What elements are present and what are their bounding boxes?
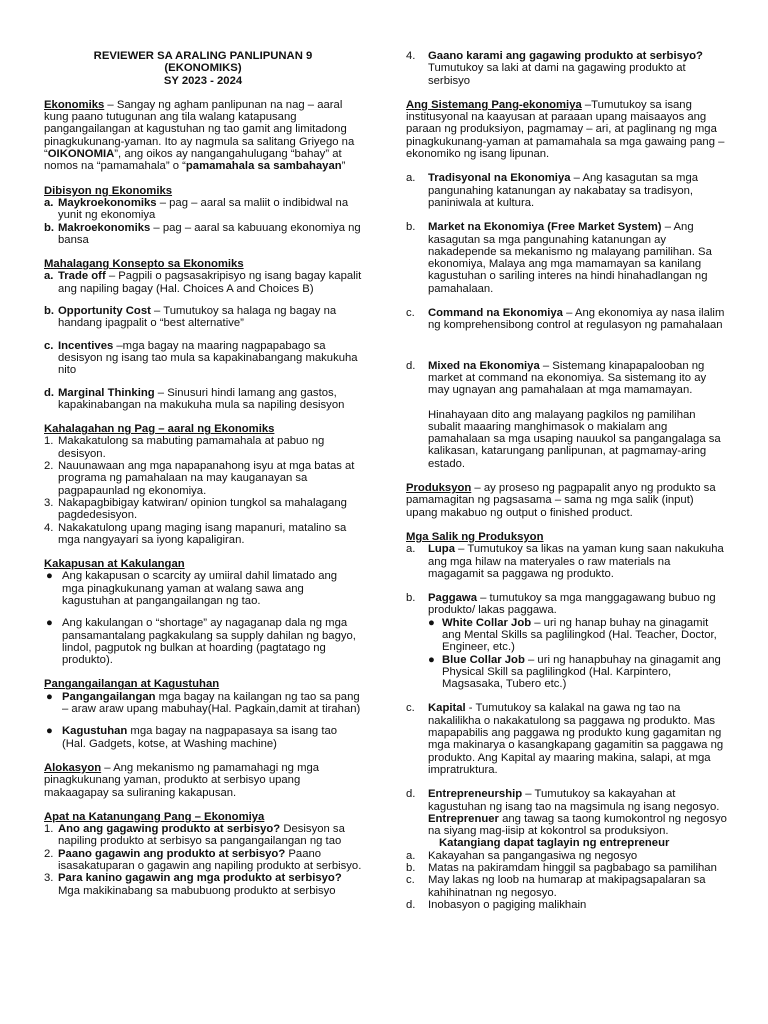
pangangailangan-term: Pangangailangan — [62, 690, 156, 703]
list-text: – uri ng hanap buhay na ginagamit ang Mental Skills sa paglilingkod (Hal. Teacher, Doctor, Engineer, etc.) — [442, 616, 717, 654]
sistema-text: –Tumutukoy sa isang institusyonal na kaayusan at paraaan upang maisaayos ang paraan ng produksiyon, pagmamay – ari, at paglinang ng mga pinagkukunang-yaman at pamamahala sa mga gawaing pang – ekonomiko ng isang lipunan. — [406, 98, 725, 161]
list-text: – uri ng hanapbuhay na ginagamit ang Physical Skill sa paglilingkod (Hal. Karpintero, Magsasaka, Tubero etc.) — [442, 653, 721, 691]
list-text: Nakakatulong upang maging isang mapanuri, matalino sa mga nangyayari sa iyong kapaligiran. — [58, 521, 347, 546]
salik-heading: Mga Salik ng Produksyon — [406, 530, 544, 543]
mixed-extra: Hinahayaan dito ang malayang pagkilos ng pamilihan subalit maaaring manghimasok o makialam ang pamahalaan sa mga usaping nauukol sa pangangalaga sa kalikasan, katarungang panlipunan, at pagmamay-aring estado. — [428, 408, 721, 470]
salik-section — [406, 531, 728, 911]
sistema-definition — [406, 99, 728, 160]
makroekonomiks-term: Makroekonomiks — [58, 221, 151, 234]
list-item — [406, 360, 728, 397]
list-marker: a. — [406, 543, 416, 556]
list-marker: d. — [44, 386, 55, 399]
oikonomia-term: OIKONOMIA — [47, 148, 115, 161]
list-item — [44, 305, 362, 330]
opportunity-cost-term: Opportunity Cost — [58, 305, 151, 318]
bullet-icon: ● — [428, 616, 435, 629]
list-text: – pag – aaral sa maliit o indibidwal na yunit ng ekonomiya — [58, 196, 349, 222]
list-text: – Sistemang kinapapalooban ng market at command na ekonomiya. Sa sistemang ito ay may ugnayan ang pamahalaan at mga mamamayan. — [428, 359, 707, 397]
list-item — [44, 872, 362, 897]
list-marker: 1. — [44, 823, 54, 836]
list-marker: a. — [406, 172, 416, 185]
konsepto-section — [44, 258, 362, 411]
question-text: Ano ang gagawing produkto at serbisyo? — [58, 823, 281, 836]
question-text: Gaano karami ang gagawing produkto at serbisyo? — [428, 50, 703, 62]
entrepreneurship-term: Entrepreneurship — [428, 788, 523, 801]
list-marker: 2. — [44, 847, 54, 860]
produksyon-text: – ay proseso ng pagpapalit anyo ng produkto sa pamamagitan ng pagsasama – sama ng mga salik (input) upang makabuo ng output o finished product. — [406, 482, 716, 519]
list-item — [406, 899, 728, 911]
list-marker: c. — [406, 702, 415, 715]
list-item — [44, 497, 362, 522]
alokasyon-term: Alokasyon — [44, 761, 102, 774]
list-text: Tumutukoy sa laki at dami na gagawing produkto at serbisyo — [428, 62, 686, 87]
command-term: Command na Ekonomiya — [428, 307, 563, 320]
list-marker: b. — [44, 221, 55, 234]
list-item — [406, 543, 728, 580]
list-marker: a. — [44, 196, 54, 209]
list-text: Desisyon sa napiling produkto at serbisyo sa pangangailangan ng tao — [58, 823, 345, 848]
ekonomiks-term: Ekonomiks — [44, 98, 105, 111]
question-text: Para kanino gagawin ang mga produkto at serbisyo? — [58, 872, 342, 885]
list-text: – Ang kasagutan sa mga pangunahing katanungan ay nakabatay sa tradisyon, paniniwala at kultura. — [428, 172, 699, 209]
document-title — [44, 50, 362, 87]
list-item — [44, 617, 362, 666]
dibisyon-section — [44, 185, 362, 246]
list-marker: b. — [406, 221, 416, 234]
konsepto-heading: Mahalagang Konsepto sa Ekonomiks — [44, 258, 244, 271]
list-item — [406, 788, 728, 837]
list-item — [44, 387, 362, 412]
ekonomiks-definition — [44, 99, 362, 173]
list-marker: d. — [406, 898, 416, 911]
list-item — [44, 823, 362, 848]
mixed-term: Mixed na Ekonomiya — [428, 359, 540, 372]
list-text: – Ang kasagutan sa mga pangunahing katanungan ay nakadepende sa mekanismo ng malayang pamilihan. Sa ekonomiya, Malaya ang mga mamamayan sa kanilang kagustuhan o sariling interes na hindi hinahadlangan ng pamahalaan. — [428, 221, 712, 295]
tradisyonal-term: Tradisyonal na Ekonomiya — [428, 172, 571, 185]
list-text: mga bagay na nagpapasaya sa isang tao (Hal. Gadgets, kotse, at Washing machine) — [62, 725, 338, 750]
ekonomiks-text-2: ”, ang oikos ay nangangahulugang “bahay” at nomos na “pamamahala” o “ — [44, 148, 342, 173]
list-item — [44, 270, 362, 295]
pangangailangan-heading: Pangangailangan at Kagustuhan — [44, 678, 220, 691]
list-text: – Pagpili o pagsasakripisyo ng isang bagay kapalit ang napiling bagay (Hal. Choices A and Choices B) — [58, 270, 362, 295]
right-column — [406, 50, 728, 911]
list-marker: a. — [406, 849, 416, 862]
list-text: mga bagay na kailangan ng tao sa pang – araw araw upang mabuhay(Hal. Pagkain,damit at tirahan) — [62, 690, 361, 716]
marginal-thinking-term: Marginal Thinking — [58, 386, 155, 399]
list-item — [406, 307, 728, 332]
alokasyon-definition — [44, 762, 362, 799]
katanungan-heading: Apat na Katanungang Pang – Ekonomiya — [44, 810, 265, 823]
list-item — [406, 862, 728, 874]
list-text: Matas na pakiramdam hinggil sa pagbabago sa pamilihan — [428, 862, 717, 875]
produksyon-term: Produksyon — [406, 482, 472, 495]
pangangailangan-section — [44, 678, 362, 749]
list-item — [406, 617, 728, 654]
list-text: Paano isasakatuparan o gagawin ang napiling produkto at serbisyo. — [58, 847, 362, 873]
list-text: – tumutukoy sa mga manggagawang bubuo ng produkto/ lakas paggawa. — [428, 592, 716, 617]
pamamahala-term: pamamahala sa sambahayan — [185, 160, 342, 173]
list-text: Inobasyon o pagiging malikhain — [428, 898, 587, 911]
title-line-2: (EKONOMIKS) — [164, 62, 242, 75]
list-marker: b. — [406, 592, 416, 605]
list-text: May lakas ng loob na humarap at makipagsapalaran sa kahihinatnan ng negosyo. — [428, 874, 706, 899]
title-line-3: SY 2023 - 2024 — [163, 74, 243, 87]
list-text: Nauunawaan ang mga napapanahong isyu at mga batas at programa ng pamahalaan na may kauganayan sa pagpapaunlad ng ekonomiya. — [58, 460, 355, 497]
bullet-icon: ● — [46, 725, 53, 738]
bullet-icon: ● — [428, 653, 435, 666]
list-text: Ang kakapusan o scarcity ay umiiral dahil limatado ang mga pinagkukunang yaman at walang sawa ang kagustuhan at pangangailangan ng tao. — [62, 570, 338, 607]
entreprenuer-term: Entreprenuer — [428, 812, 499, 825]
list-marker: 2. — [44, 460, 54, 473]
list-item — [406, 850, 728, 862]
list-marker: d. — [406, 359, 416, 372]
kahalagahan-heading: Kahalagahan ng Pag – aaral ng Ekonomiks — [44, 423, 275, 436]
list-text: - Tumutukoy sa kalakal na gawa ng tao na nakalilikha o nakakatulong sa paggawa ng produkto. Mas mapapabilis ang paggawa ng produkto kung gagamitan ng mga makinarya o kasangkapang gagamitin sa paggawa ng produkto. Ang Kapital ay maaring makina, salapi, at mga impratruktura. — [428, 702, 724, 776]
list-text: – Tumutukoy sa halaga ng bagay na handang ipagpalit o “best alternative” — [58, 305, 337, 330]
kahalagahan-section — [44, 423, 362, 546]
list-marker: c. — [406, 874, 415, 887]
ekonomiks-text-1: – Sangay ng agham panlipunan na nag – aaral kung paano tutugunan ang tila walang katapusang pangangailangan at kagustuhan ng tao gamit ang limitadong pinagkukunang-yaman. Ito ay nagmula sa salitang Griyego na “ — [44, 98, 355, 161]
produksyon-definition — [406, 482, 728, 519]
list-text: – Tumutukoy sa likas na yaman kung saan nakukuha ang mga hilaw na materyales o raw materials na magagamit sa paggawa ng produkto. — [428, 543, 724, 580]
sistema-term: Ang Sistemang Pang-ekonomiya — [406, 98, 582, 111]
kagustuhan-term: Kagustuhan — [62, 725, 128, 738]
list-marker: 4. — [406, 50, 416, 62]
list-item — [44, 222, 362, 247]
list-item — [44, 340, 362, 377]
katangian-heading: Katangiang dapat taglayin ng entrepreneur — [439, 837, 670, 850]
bullet-icon: ● — [46, 617, 53, 630]
list-item — [44, 691, 362, 716]
list-marker: c. — [406, 307, 415, 320]
list-text: Kakayahan sa pangangasiwa ng negosyo — [428, 849, 638, 862]
list-item — [406, 592, 728, 617]
list-item — [44, 570, 362, 607]
list-text: –mga bagay na maaring nagpapabago sa desisyon ng isang tao mula sa kapakinabangang makukuha nito — [58, 339, 358, 377]
maykroekonomiks-term: Maykroekonomiks — [58, 196, 157, 209]
list-text: Mga makikinabang sa mabubuong produkto at serbisyo — [58, 884, 336, 897]
list-item — [44, 522, 362, 547]
trade-off-term: Trade off — [58, 270, 106, 283]
list-marker: b. — [44, 305, 55, 318]
paggawa-term: Paggawa — [428, 592, 477, 605]
kapital-term: Kapital — [428, 702, 466, 715]
list-text: – Tumutukoy sa kakayahan at kagustuhan ng isang tao na magsimula ng isang negosyo. — [428, 788, 720, 813]
left-column — [44, 50, 362, 897]
list-text: Nakapagbibigay katwiran/ opinion tungkol sa mahalagang pagdedesisyon. — [58, 496, 347, 522]
list-marker: 1. — [44, 435, 54, 448]
list-item — [406, 654, 728, 691]
list-text: Makakatulong sa mabuting pamamahala at pabuo ng desisyon. — [58, 435, 325, 460]
list-item — [406, 702, 728, 776]
lupa-term: Lupa — [428, 543, 455, 556]
bullet-icon: ● — [46, 690, 53, 703]
kakapusan-heading: Kakapusan at Kakulangan — [44, 558, 185, 571]
list-marker: b. — [406, 862, 416, 875]
title-line-1: REVIEWER SA ARALING PANLIPUNAN 9 — [93, 50, 313, 62]
list-marker: d. — [406, 788, 416, 801]
list-item — [406, 874, 728, 899]
list-item — [44, 460, 362, 497]
dibisyon-heading: Dibisyon ng Ekonomiks — [44, 184, 173, 197]
list-item — [44, 197, 362, 222]
list-text: – pag – aaral sa kabuuang ekonomiya ng bansa — [58, 221, 361, 246]
list-marker: a. — [44, 270, 54, 283]
list-item — [44, 725, 362, 750]
ekonomiks-text-3: ” — [341, 160, 346, 173]
list-item — [44, 848, 362, 873]
list-text: – Ang ekonomiya ay nasa ilalim ng komprehensibong control at regulasyon ng pamahalaan — [428, 307, 725, 332]
incentives-term: Incentives — [58, 339, 114, 352]
list-item — [44, 435, 362, 460]
list-marker: c. — [44, 339, 54, 352]
list-text: Ang kakulangan o “shortage” ay nagaganap dala ng mga pansamantalang pagkakulang sa supply dahilan ng bagyo, lindol, pagputok ng bulkan at hoarding (pagtatago ng produkto). — [62, 617, 356, 667]
list-text: – Sinusuri hindi lamang ang gastos, kapakinabangan na makukuha mula sa napiling desisyon — [58, 386, 345, 411]
kakapusan-section — [44, 558, 362, 666]
list-item — [406, 50, 728, 87]
list-text: ang tawag sa taong kumokontrol ng negosyo na siyang mag-iisip at kokontrol sa produksiyon. — [428, 812, 727, 838]
alokasyon-text: – Ang mekanismo ng pamamahagi ng mga pinagkukunang yaman, produkto at serbisyo upang makaagapay sa suliraning kakapusan. — [44, 761, 320, 799]
list-item — [406, 221, 728, 295]
list-marker: 3. — [44, 496, 54, 509]
list-item — [406, 172, 728, 209]
list-marker: 4. — [44, 521, 54, 534]
blue-collar-term: Blue Collar Job — [442, 653, 525, 666]
list-marker: 3. — [44, 872, 54, 885]
katanungan-section — [44, 811, 362, 897]
bullet-icon: ● — [46, 570, 53, 583]
market-term: Market na Ekonomiya (Free Market System) — [428, 221, 662, 234]
white-collar-term: White Collar Job — [442, 616, 532, 629]
question-text: Paano gagawin ang produkto at serbisyo? — [58, 847, 286, 860]
